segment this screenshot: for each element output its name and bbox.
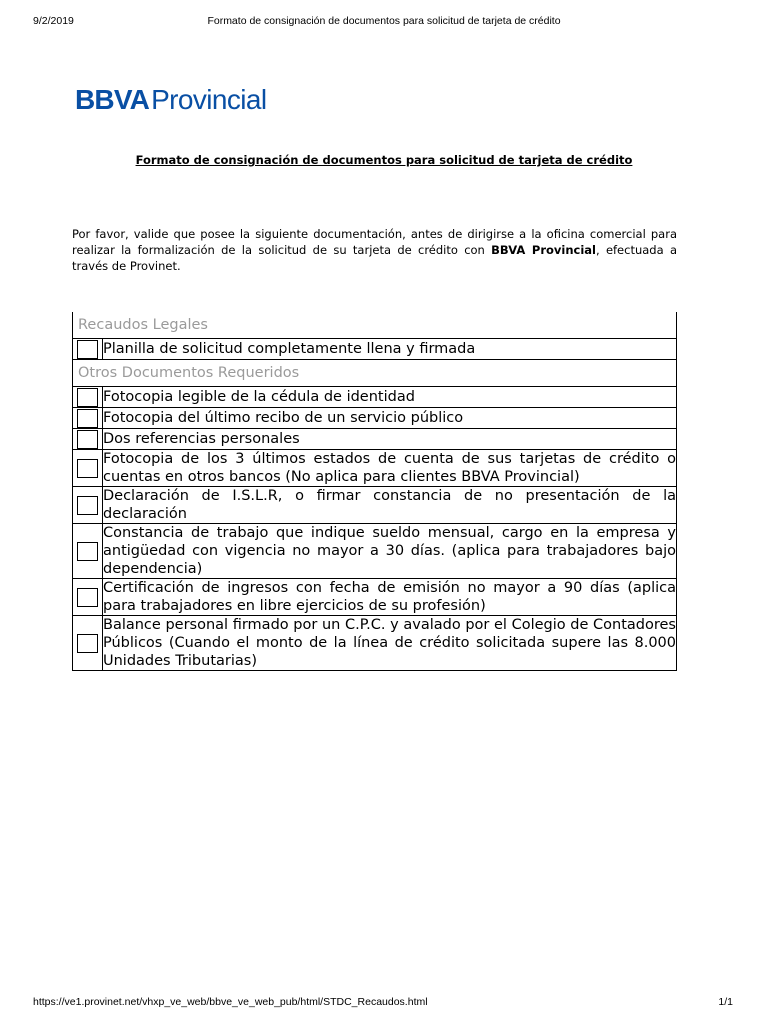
requirement-label: Fotocopia de los 3 últimos estados de cuenta de sus tarjetas de crédito o cuentas en otros bancos (No aplica para clientes BBVA Provincial) <box>103 451 676 485</box>
requirement-checkbox[interactable] <box>77 459 98 478</box>
checkbox-cell <box>73 579 103 616</box>
requirement-checkbox[interactable] <box>77 634 98 653</box>
print-page-number: 1/1 <box>718 996 733 1008</box>
section-header-row <box>73 312 677 339</box>
requirement-row <box>73 408 677 429</box>
checkbox-cell <box>73 616 103 671</box>
requirement-checkbox[interactable] <box>77 340 98 359</box>
requirements-table-body <box>73 312 677 671</box>
requirement-row <box>73 524 677 579</box>
requirement-label: Declaración de I.S.L.R, o firmar constancia de no presentación de la declaración <box>103 488 676 522</box>
requirement-row <box>73 616 677 671</box>
requirement-label: Planilla de solicitud completamente llena y firmada <box>103 339 677 360</box>
requirement-label: Fotocopia del último recibo de un servicio público <box>103 408 677 429</box>
checkbox-cell <box>73 450 103 487</box>
requirements-table <box>72 312 677 671</box>
requirement-checkbox[interactable] <box>77 430 98 449</box>
section-title: Otros Documentos Requeridos <box>73 360 677 387</box>
checkbox-cell <box>73 487 103 524</box>
requirement-row <box>73 450 677 487</box>
intro-text-1: Por favor, valide que posee la siguiente documentación, antes de dirigirse a la oficina comercial para realizar la formalización de la solicitud de su tarjeta de crédito con <box>72 227 677 257</box>
requirement-checkbox[interactable] <box>77 496 98 515</box>
requirement-checkbox[interactable] <box>77 542 98 561</box>
intro-paragraph <box>72 226 677 274</box>
section-header-row <box>73 360 677 387</box>
requirement-label: Dos referencias personales <box>103 429 677 450</box>
requirement-label: Fotocopia legible de la cédula de identidad <box>103 387 677 408</box>
requirement-row <box>73 429 677 450</box>
requirement-label: Balance personal firmado por un C.P.C. y avalado por el Colegio de Contadores Públicos (Cuando el monto de la línea de crédito solicitada supere las 8.000 Unidades Tributarias) <box>103 617 676 669</box>
print-date: 9/2/2019 <box>33 15 74 27</box>
intro-brand-bold: BBVA Provincial <box>491 243 596 257</box>
requirement-checkbox[interactable] <box>77 409 98 428</box>
requirement-row <box>73 487 677 524</box>
requirement-label: Certificación de ingresos con fecha de emisión no mayor a 90 días (aplica para trabajadores en libre ejercicios de su profesión) <box>103 580 676 614</box>
checkbox-cell <box>73 429 103 450</box>
checkbox-cell <box>73 408 103 429</box>
requirement-row <box>73 339 677 360</box>
intro-text-2: , efectuada a través de Provinet. <box>72 243 677 273</box>
logo-brand-bold: BBVA <box>75 84 150 115</box>
checkbox-cell <box>73 339 103 360</box>
section-title: Recaudos Legales <box>73 312 677 339</box>
print-header-title: Formato de consignación de documentos para solicitud de tarjeta de crédito <box>207 15 561 27</box>
requirement-checkbox[interactable] <box>77 388 98 407</box>
print-footer-url: https://ve1.provinet.net/vhxp_ve_web/bbve_ve_web_pub/html/STDC_Recaudos.html <box>33 996 428 1008</box>
document-title: Formato de consignación de documentos para solicitud de tarjeta de crédito <box>135 153 633 167</box>
checkbox-cell <box>73 387 103 408</box>
logo-brand-regular: Provincial <box>151 84 267 115</box>
checkbox-cell <box>73 524 103 579</box>
requirement-label: Constancia de trabajo que indique sueldo mensual, cargo en la empresa y antigüedad con vigencia no mayor a 30 días. (aplica para trabajadores bajo dependencia) <box>103 525 676 577</box>
requirement-row <box>73 387 677 408</box>
bbva-provincial-logo <box>75 84 266 116</box>
requirement-checkbox[interactable] <box>77 588 98 607</box>
requirement-row <box>73 579 677 616</box>
